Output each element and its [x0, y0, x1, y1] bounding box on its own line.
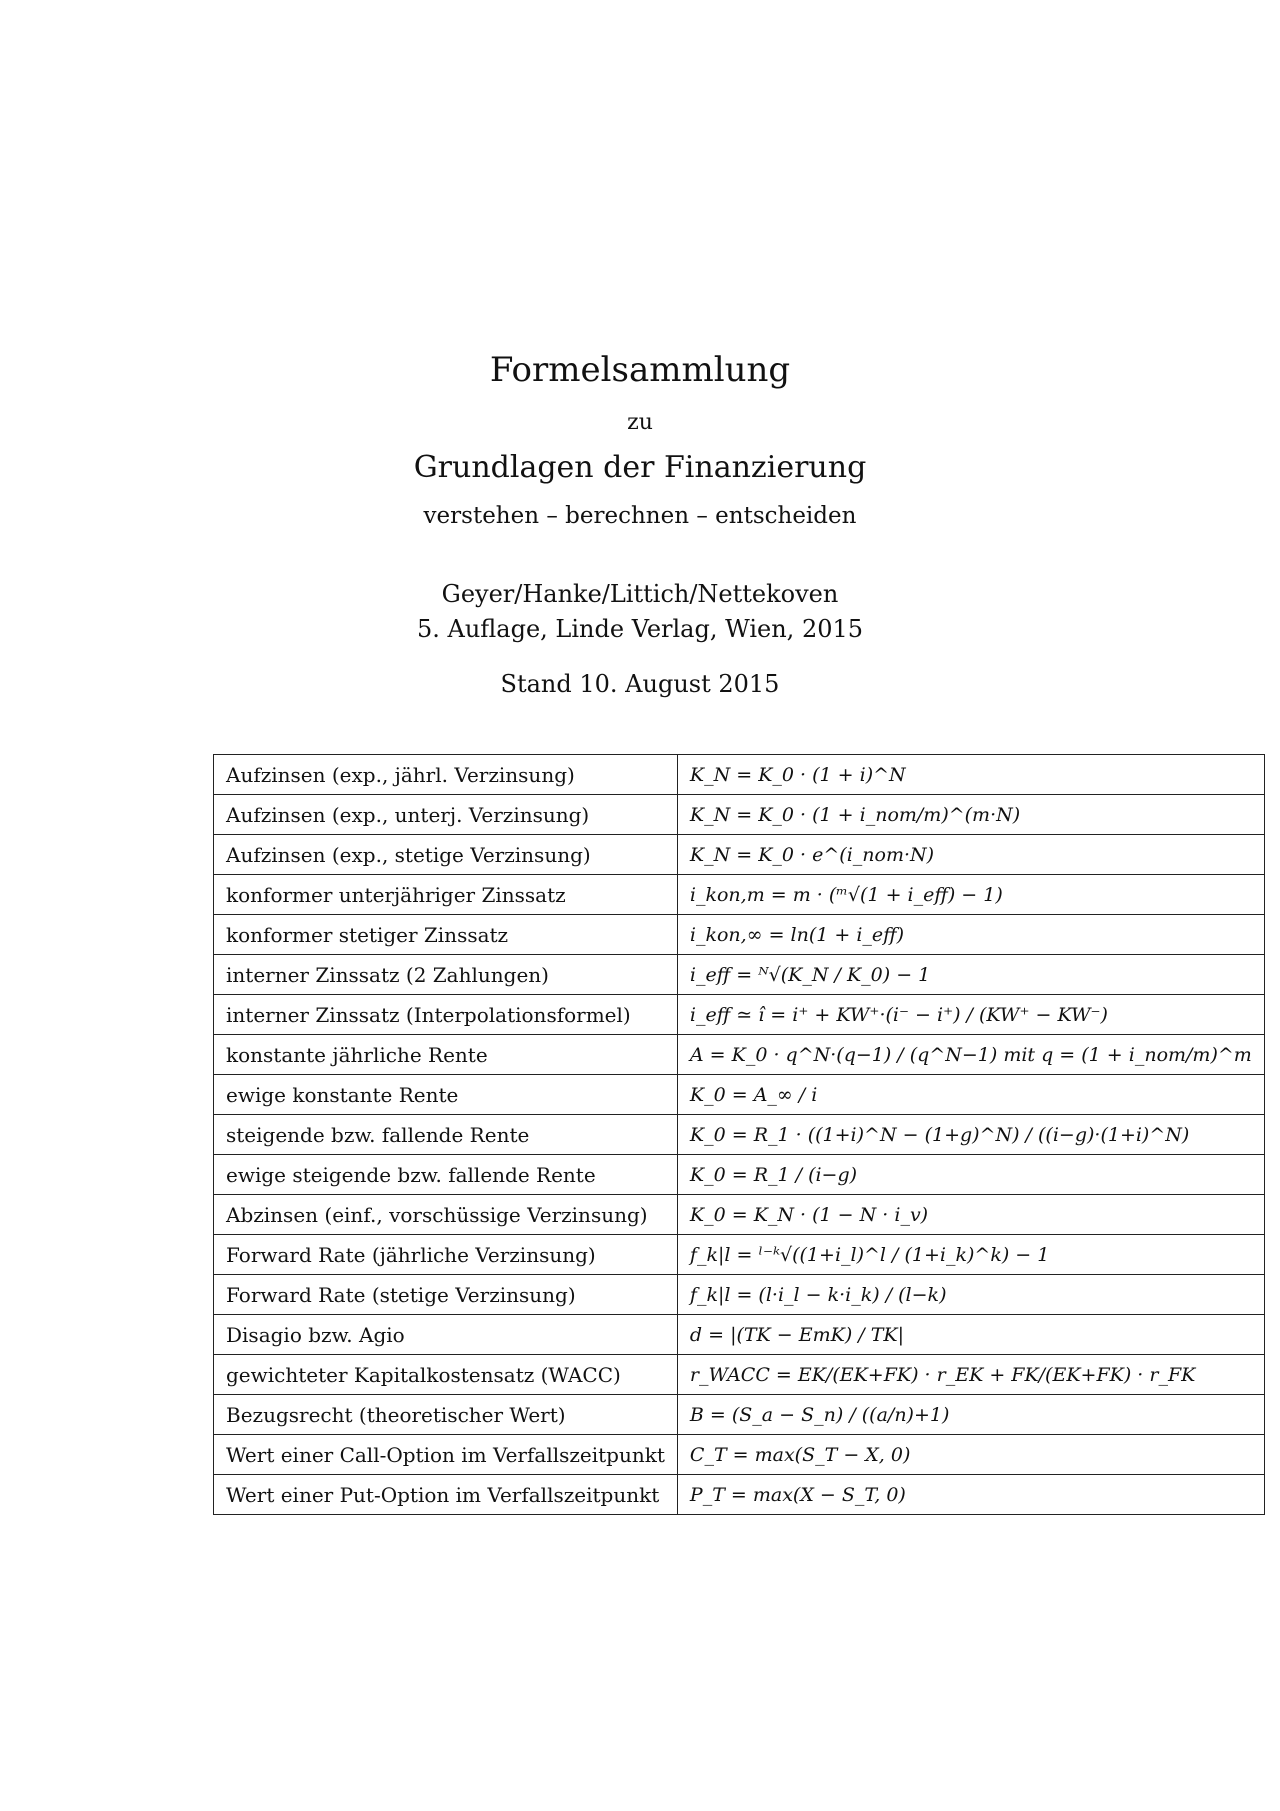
table-row — [214, 875, 1265, 915]
formula-expression: K_0 = K_N · (1 − N · i_v) — [677, 1195, 1264, 1235]
formula-name: Aufzinsen (exp., unterj. Verzinsung) — [214, 795, 678, 835]
formula-name: Forward Rate (stetige Verzinsung) — [214, 1275, 678, 1315]
formula-name: Wert einer Call-Option im Verfallszeitpunkt — [214, 1435, 678, 1475]
table-row — [214, 1075, 1265, 1115]
formula-expression: K_0 = R_1 / (i−g) — [677, 1155, 1264, 1195]
table-row — [214, 1235, 1265, 1275]
table-row — [214, 1315, 1265, 1355]
formula-name: Aufzinsen (exp., jährl. Verzinsung) — [214, 755, 678, 795]
formula-expression: r_WACC = EK/(EK+FK) · r_EK + FK/(EK+FK) · r_FK — [677, 1355, 1264, 1395]
formula-name: konformer stetiger Zinssatz — [214, 915, 678, 955]
formula-expression: K_0 = A_∞ / i — [677, 1075, 1264, 1115]
formula-name: Aufzinsen (exp., stetige Verzinsung) — [214, 835, 678, 875]
formula-name: Forward Rate (jährliche Verzinsung) — [214, 1235, 678, 1275]
formula-expression: A = K_0 · q^N·(q−1) / (q^N−1) mit q = (1 + i_nom/m)^m — [677, 1035, 1264, 1075]
formula-name: Bezugsrecht (theoretischer Wert) — [214, 1395, 678, 1435]
formula-expression: K_N = K_0 · (1 + i)^N — [677, 755, 1264, 795]
table-row — [214, 835, 1265, 875]
authors: Geyer/Hanke/Littich/Nettekoven — [441, 580, 839, 608]
table-row — [214, 1035, 1265, 1075]
formula-expression: i_kon,m = m · (ᵐ√(1 + i_eff) − 1) — [677, 875, 1264, 915]
formula-name: gewichteter Kapitalkostensatz (WACC) — [214, 1355, 678, 1395]
table-row — [214, 1155, 1265, 1195]
table-row — [214, 1275, 1265, 1315]
formula-name: ewige konstante Rente — [214, 1075, 678, 1115]
formula-name: konformer unterjähriger Zinssatz — [214, 875, 678, 915]
table-row — [214, 1195, 1265, 1235]
edition-info: 5. Auflage, Linde Verlag, Wien, 2015 — [416, 615, 864, 643]
table-row — [214, 955, 1265, 995]
table-row — [214, 995, 1265, 1035]
table-row — [214, 1115, 1265, 1155]
formula-name: interner Zinssatz (Interpolationsformel) — [214, 995, 678, 1035]
formula-expression: P_T = max(X − S_T, 0) — [677, 1475, 1264, 1515]
formula-expression: f_k|l = ˡ⁻ᵏ√((1+i_l)^l / (1+i_k)^k) − 1 — [677, 1235, 1264, 1275]
table-row — [214, 915, 1265, 955]
document-title: Formelsammlung — [489, 350, 791, 390]
formula-name: Abzinsen (einf., vorschüssige Verzinsung) — [214, 1195, 678, 1235]
formula-expression: i_eff ≃ î = i⁺ + KW⁺·(i⁻ − i⁺) / (KW⁺ − KW⁻) — [677, 995, 1264, 1035]
formula-name: steigende bzw. fallende Rente — [214, 1115, 678, 1155]
table-row — [214, 755, 1265, 795]
formula-expression: K_0 = R_1 · ((1+i)^N − (1+g)^N) / ((i−g)·(1+i)^N) — [677, 1115, 1264, 1155]
table-row — [214, 1435, 1265, 1475]
formula-name: Disagio bzw. Agio — [214, 1315, 678, 1355]
formula-expression: d = |(TK − EmK) / TK| — [677, 1315, 1264, 1355]
table-row — [214, 1355, 1265, 1395]
formula-expression: i_kon,∞ = ln(1 + i_eff) — [677, 915, 1264, 955]
formula-name: ewige steigende bzw. fallende Rente — [214, 1155, 678, 1195]
table-row — [214, 1475, 1265, 1515]
formula-expression: K_N = K_0 · (1 + i_nom/m)^(m·N) — [677, 795, 1264, 835]
formula-expression: i_eff = ᴺ√(K_N / K_0) − 1 — [677, 955, 1264, 995]
formula-expression: C_T = max(S_T − X, 0) — [677, 1435, 1264, 1475]
formula-name: konstante jährliche Rente — [214, 1035, 678, 1075]
formula-expression: f_k|l = (l·i_l − k·i_k) / (l−k) — [677, 1275, 1264, 1315]
formula-table — [213, 754, 1265, 1515]
book-subtitle: verstehen – berechnen – entscheiden — [423, 503, 857, 529]
formula-expression: K_N = K_0 · e^(i_nom·N) — [677, 835, 1264, 875]
title-connector: zu — [627, 410, 653, 435]
document-date: Stand 10. August 2015 — [500, 670, 780, 698]
formula-name: Wert einer Put-Option im Verfallszeitpunkt — [214, 1475, 678, 1515]
formula-name: interner Zinssatz (2 Zahlungen) — [214, 955, 678, 995]
formula-expression: B = (S_a − S_n) / ((a/n)+1) — [677, 1395, 1264, 1435]
book-title: Grundlagen der Finanzierung — [413, 450, 867, 485]
table-row — [214, 1395, 1265, 1435]
table-row — [214, 795, 1265, 835]
